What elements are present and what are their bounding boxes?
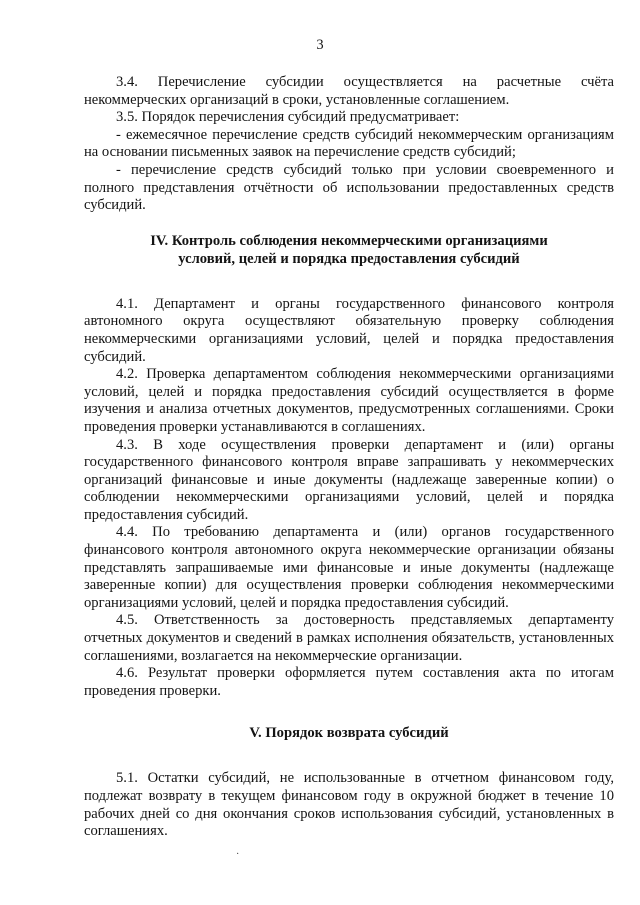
document-body xyxy=(84,74,614,841)
scan-speck: · xyxy=(236,849,240,860)
section-5-title: V. Порядок возврата субсидий xyxy=(249,725,449,742)
spacer xyxy=(84,215,614,232)
paragraph-4-3: 4.3. В ходе осуществления проверки департамент и (или) органы государственного финансового контроля вправе запрашивать у некоммерческих организаций финансовые и иные документы (надлежаще заверенные копии) о соблюдении некоммерческими организациями условий, целей и порядка предоставления субсидий. xyxy=(84,436,614,523)
spacer xyxy=(84,268,614,296)
paragraph-4-5: 4.5. Ответственность за достоверность представляемых департаменту отчетных документов и сведений в рамках исполнения обязательств, установленных соглашениями, возлагается на некоммерческие организации. xyxy=(84,612,614,664)
paragraph-4-1: 4.1. Департамент и органы государственного финансового контроля автономного округа осуществляют обязательную проверку соблюдения некоммерческими организациями условий, целей и порядка предоставления субсидий. xyxy=(84,295,614,365)
spacer xyxy=(84,700,614,724)
paragraph-4-4: 4.4. По требованию департамента и (или) органов государственного финансового контроля автономного округа некоммерческие организации обязаны представлять запрашиваемые ими финансовые и иные документы (надлежаще заверенные копии) для осуществления проверки соблюдения некоммерческими организациями условий, целей и порядка предоставления субсидий. xyxy=(84,524,614,611)
paragraph-3-5-item-2: - перечисление средств субсидий только при условии своевременного и полного представления отчётности об использовании предоставленных средств субсидий. xyxy=(84,161,614,214)
paragraph-3-5: 3.5. Порядок перечисления субсидий предусматривает: xyxy=(116,109,460,126)
paragraph-4-2: 4.2. Проверка департаментом соблюдения некоммерческими организациями условий, целей и порядка предоставления субсидий осуществляется в форме изучения и анализа отчетных документов, предусмотренных соглашениями. Сроки проведения проверки устанавливаются в соглашениях. xyxy=(84,366,614,435)
section-4-title-line-1: IV. Контроль соблюдения некоммерческими организациями xyxy=(150,232,548,249)
spacer xyxy=(84,742,614,770)
paragraph-3-4: 3.4. Перечисление субсидии осуществляется на расчетные счёта некоммерческих организаций в сроки, установленные соглашением. xyxy=(84,74,614,108)
section-4-title xyxy=(84,232,614,268)
paragraph-5-1: 5.1. Остатки субсидий, не использованные в отчетном финансовом году, подлежат возврату в текущем финансовом году в окружной бюджет в течение 10 рабочих дней со дня окончания сроков использования субсидий, установленных в соглашениях. xyxy=(84,770,614,840)
page-number: 3 xyxy=(316,37,324,53)
paragraph-4-6: 4.6. Результат проверки оформляется путем составления акта по итогам проведения проверки. xyxy=(84,665,614,699)
paragraph-3-5-item-1: - ежемесячное перечисление средств субсидий некоммерческим организациям на основании письменных заявок на перечисление средств субсидий; xyxy=(84,126,614,161)
section-4-title-line-2: условий, целей и порядка предоставления субсидий xyxy=(178,250,520,267)
